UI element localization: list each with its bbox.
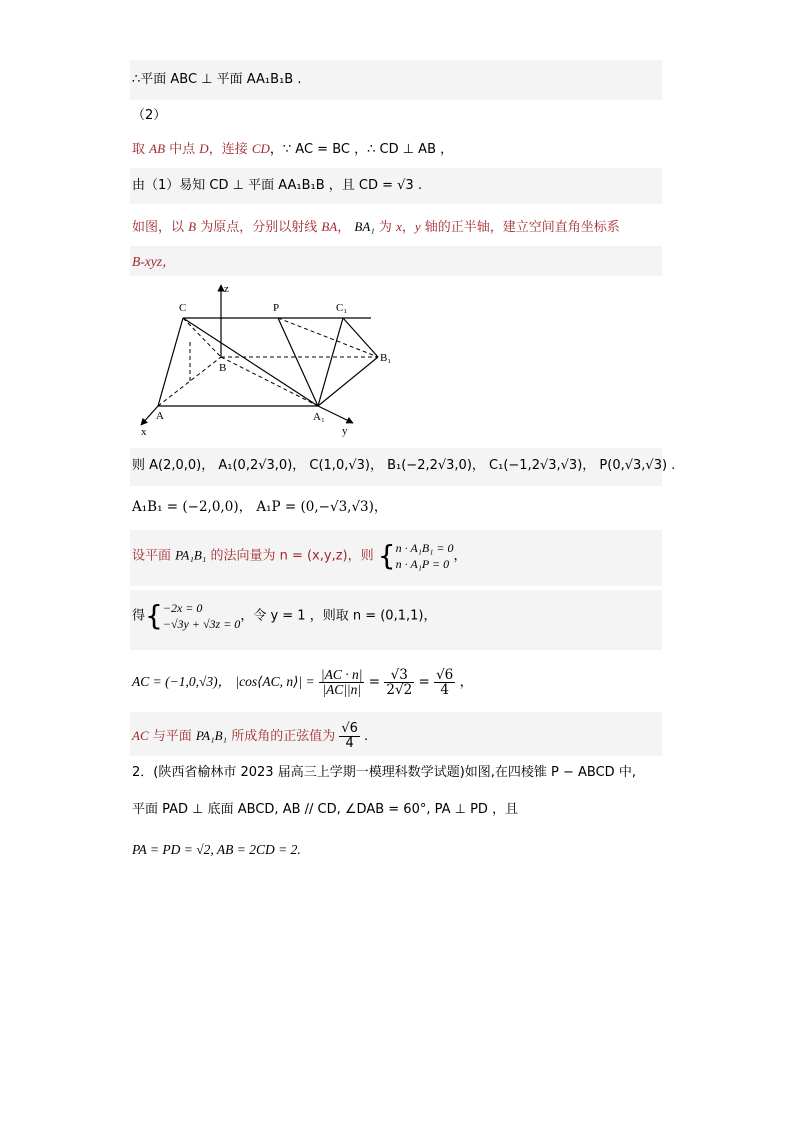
numerator: √3: [384, 668, 414, 683]
conclusion-line: [132, 70, 301, 90]
text-segment: 设平面: [132, 548, 176, 564]
system-brace: {: [145, 599, 163, 632]
text-segment: ，连接: [208, 142, 252, 157]
math-d: D: [199, 141, 209, 156]
text-segment: 与平面: [148, 729, 196, 744]
label-b1: B₁: [380, 352, 392, 364]
edge-c1-b1: [343, 318, 378, 357]
text-segment: ，∵ AC = BC ，∴ CD ⊥ AB ，: [269, 142, 454, 157]
edge-c-a: [158, 318, 183, 406]
conclusion-text: ∴平面 ABC ⊥ 平面 AA₁B₁B .: [132, 72, 302, 87]
numerator: √6: [436, 667, 454, 683]
answer-fraction: [339, 722, 360, 751]
equation: −2x = 0: [162, 601, 203, 615]
part-2-label: （2）: [132, 108, 167, 123]
text-segment: ，令 y = 1 ，则取 n = (0,1,1)，: [240, 608, 437, 624]
question-2-text-1: 2．(陕西省榆林市 2023 届高三上学期一模理科数学试题)如图,在四棱锥 P − ABCD 中,: [132, 765, 636, 780]
normal-vector-line: [132, 540, 466, 572]
text-segment: 如图，以: [132, 220, 189, 235]
label-y: y: [342, 425, 348, 437]
equation: n · A₁P = 0: [395, 557, 450, 571]
question-2-line-2: [132, 800, 518, 820]
math-x: x: [396, 219, 402, 234]
coordinates-line: [132, 456, 675, 476]
question-2-text-3: PA = PD = √2, AB = 2CD = 2.: [132, 842, 301, 857]
denominator: |AC||n|: [322, 682, 362, 697]
denominator: 4: [440, 682, 449, 698]
question-2-text-2: 平面 PAD ⊥ 底面 ABCD, AB // CD, ∠DAB = 60°, PA ⊥ PD ，且: [132, 802, 519, 817]
label-x: x: [141, 426, 147, 438]
math-y: y: [414, 219, 421, 234]
vectors-text: A₁B₁ = (−2,0,0)， A₁P = (0,−√3,√3)，: [132, 499, 388, 515]
hidden-edge-b-a1: [221, 357, 318, 406]
ac-vector: AC = (−1,0,√3)，: [132, 674, 232, 689]
equation: −√3y + √3z = 0: [162, 617, 241, 631]
coordinate-system-text: B-xyz，: [132, 254, 176, 269]
coordinate-system-name: [132, 252, 175, 272]
text-segment: ，: [337, 220, 355, 235]
question-2-line-1: [132, 763, 636, 783]
text-band: [130, 246, 662, 276]
prism-figure: [133, 283, 394, 441]
text-segment: ，: [459, 674, 474, 690]
cos-left: |cos⟨AC, n⟩| =: [235, 674, 315, 689]
perpendicular-line: [132, 176, 422, 196]
label-p: P: [273, 302, 280, 314]
label-z: z: [224, 283, 229, 295]
perpendicular-text: 由（1）易知 CD ⊥ 平面 AA₁B₁B ，且 CD = √3 .: [132, 178, 422, 193]
edge-a1-b1: [318, 357, 378, 406]
numerator: |AC · n|: [320, 667, 363, 682]
question-2-line-3: [132, 840, 301, 860]
coordinate-setup-line: [132, 217, 620, 238]
denominator: 2√2: [386, 682, 413, 698]
cos-fraction-1: [319, 668, 365, 697]
label-b: B: [219, 362, 227, 374]
coordinates-text: 则 A(2,0,0)， A₁(0,2√3,0)， C(1,0,√3)， B₁(−2,2√3,0)， C₁(−1,2√3,√3)， P(0,√3,√3) .: [132, 458, 676, 473]
math-cd: CD: [251, 141, 270, 156]
text-segment: 为: [374, 220, 397, 235]
text-segment: 轴的正半轴，建立空间直角坐标系: [420, 220, 620, 235]
math-ac: AC: [132, 728, 149, 743]
text-segment: 的法向量为 n = (x,y,z)，则: [206, 548, 374, 564]
math-b: B: [188, 219, 197, 234]
system-brace: {: [377, 539, 396, 572]
math-plane: PA₁B₁: [195, 728, 228, 743]
label-a1: A₁: [313, 411, 325, 423]
equation-system-2: [163, 600, 240, 632]
equation-system-1: [396, 540, 454, 572]
equals: =: [418, 674, 430, 690]
text-segment: 所成角的正弦值为: [227, 729, 336, 744]
cos-fraction-3: [434, 668, 455, 697]
text-segment: ，: [401, 220, 415, 235]
math-ab: AB: [149, 141, 166, 156]
denominator: 4: [345, 736, 354, 751]
equation: n · A₁B₁ = 0: [395, 541, 454, 555]
text-segment: 为原点，分别以射线: [196, 220, 322, 235]
numerator: √6: [341, 721, 358, 736]
cosine-line: [132, 668, 473, 697]
label-c1: C₁: [336, 302, 348, 314]
math-ba: BA: [321, 219, 338, 234]
midpoint-line: [132, 139, 453, 160]
text-segment: ，: [453, 548, 467, 564]
answer-line: [132, 722, 368, 751]
edge-c1-a1: [318, 318, 343, 406]
text-segment: 中点: [165, 142, 200, 157]
part-label: [132, 106, 166, 126]
text-segment: .: [359, 729, 369, 744]
cos-fraction-2: [384, 668, 414, 697]
math-plane: PA₁B₁: [175, 547, 207, 563]
equals: =: [368, 674, 381, 690]
math-ba1: BA₁: [354, 219, 375, 234]
text-segment: 得: [132, 608, 146, 624]
vectors-line: [132, 497, 387, 517]
text-segment: 取: [132, 142, 150, 157]
solve-line: [132, 600, 436, 632]
label-a: A: [156, 410, 164, 422]
label-c: C: [179, 302, 187, 314]
